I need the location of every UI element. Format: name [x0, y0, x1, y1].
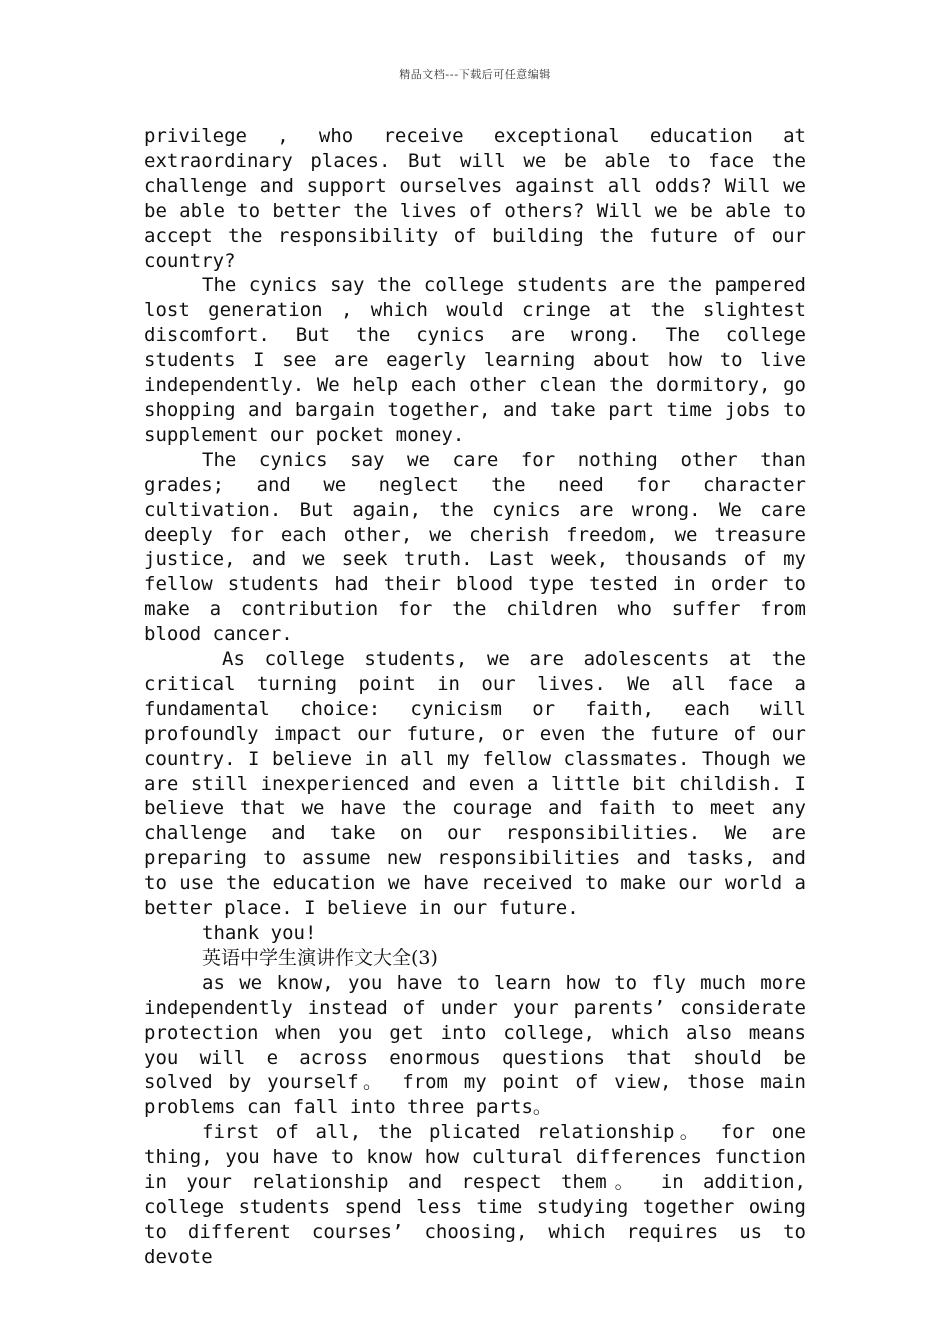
paragraph-college-students-choice: As college students, we are adolescents at the critical turning point in our lives. We all face a fundamental choice: cynicism or faith, each will profoundly impact our future, or even the future of our country. I believe in all my fellow classmates. Though we are still inexperienced and even a little bit childish. I believe that we have the courage and faith to meet any challenge and take on our responsibilities. We are preparing to assume new responsibilities and tasks, and to use the education we have received to make our world a better place. I believe in our future. — [144, 648, 806, 920]
paragraph-first-of-all: first of all, the plicated relationship。 for one thing, you have to know how cultural differences function in your relationship and respect them。 in addition, college students spend less time studying together owing to different courses’ choosing, which requires us to devote — [144, 1121, 806, 1268]
section-heading: 英语中学生演讲作文大全(3) — [202, 946, 438, 969]
paragraph-cynics-grades: The cynics say we care for nothing other than grades; and we neglect the need for character cultivation. But again, the cynics are wrong. We care deeply for each other, we cherish freedom, we treasure justice, and we seek truth. Last week, thousands of my fellow students had their blood type tested in order to make a contribution for the children who suffer from blood cancer. — [144, 448, 806, 646]
document-body — [144, 124, 806, 1270]
closing-thank-you: thank you! — [202, 922, 317, 944]
paragraph-as-we-know: as we know, you have to learn how to fly much more independently instead of under your parents’ considerate protection when you get into college, which also means you will e across enormous questions that should be solved by yourself。 from my point of view, those main problems can fall into three parts。 — [144, 971, 806, 1119]
page-header: 精品文档---下载后可任意编辑 — [399, 68, 551, 81]
paragraph-privilege: privilege , who receive exceptional education at extraordinary places. But will we be able to face the challenge and support ourselves against all odds? Will we be able to better the lives of others? Will we be able to accept the responsibility of building the future of our country? — [144, 125, 806, 272]
paragraph-cynics-pampered: The cynics say the college students are the pampered lost generation , which would cringe at the slightest discomfort. But the cynics are wrong. The college students I see are eagerly learning about how to live independently. We help each other clean the dormitory, go shopping and bargain together, and take part time jobs to supplement our pocket money. — [144, 274, 806, 446]
